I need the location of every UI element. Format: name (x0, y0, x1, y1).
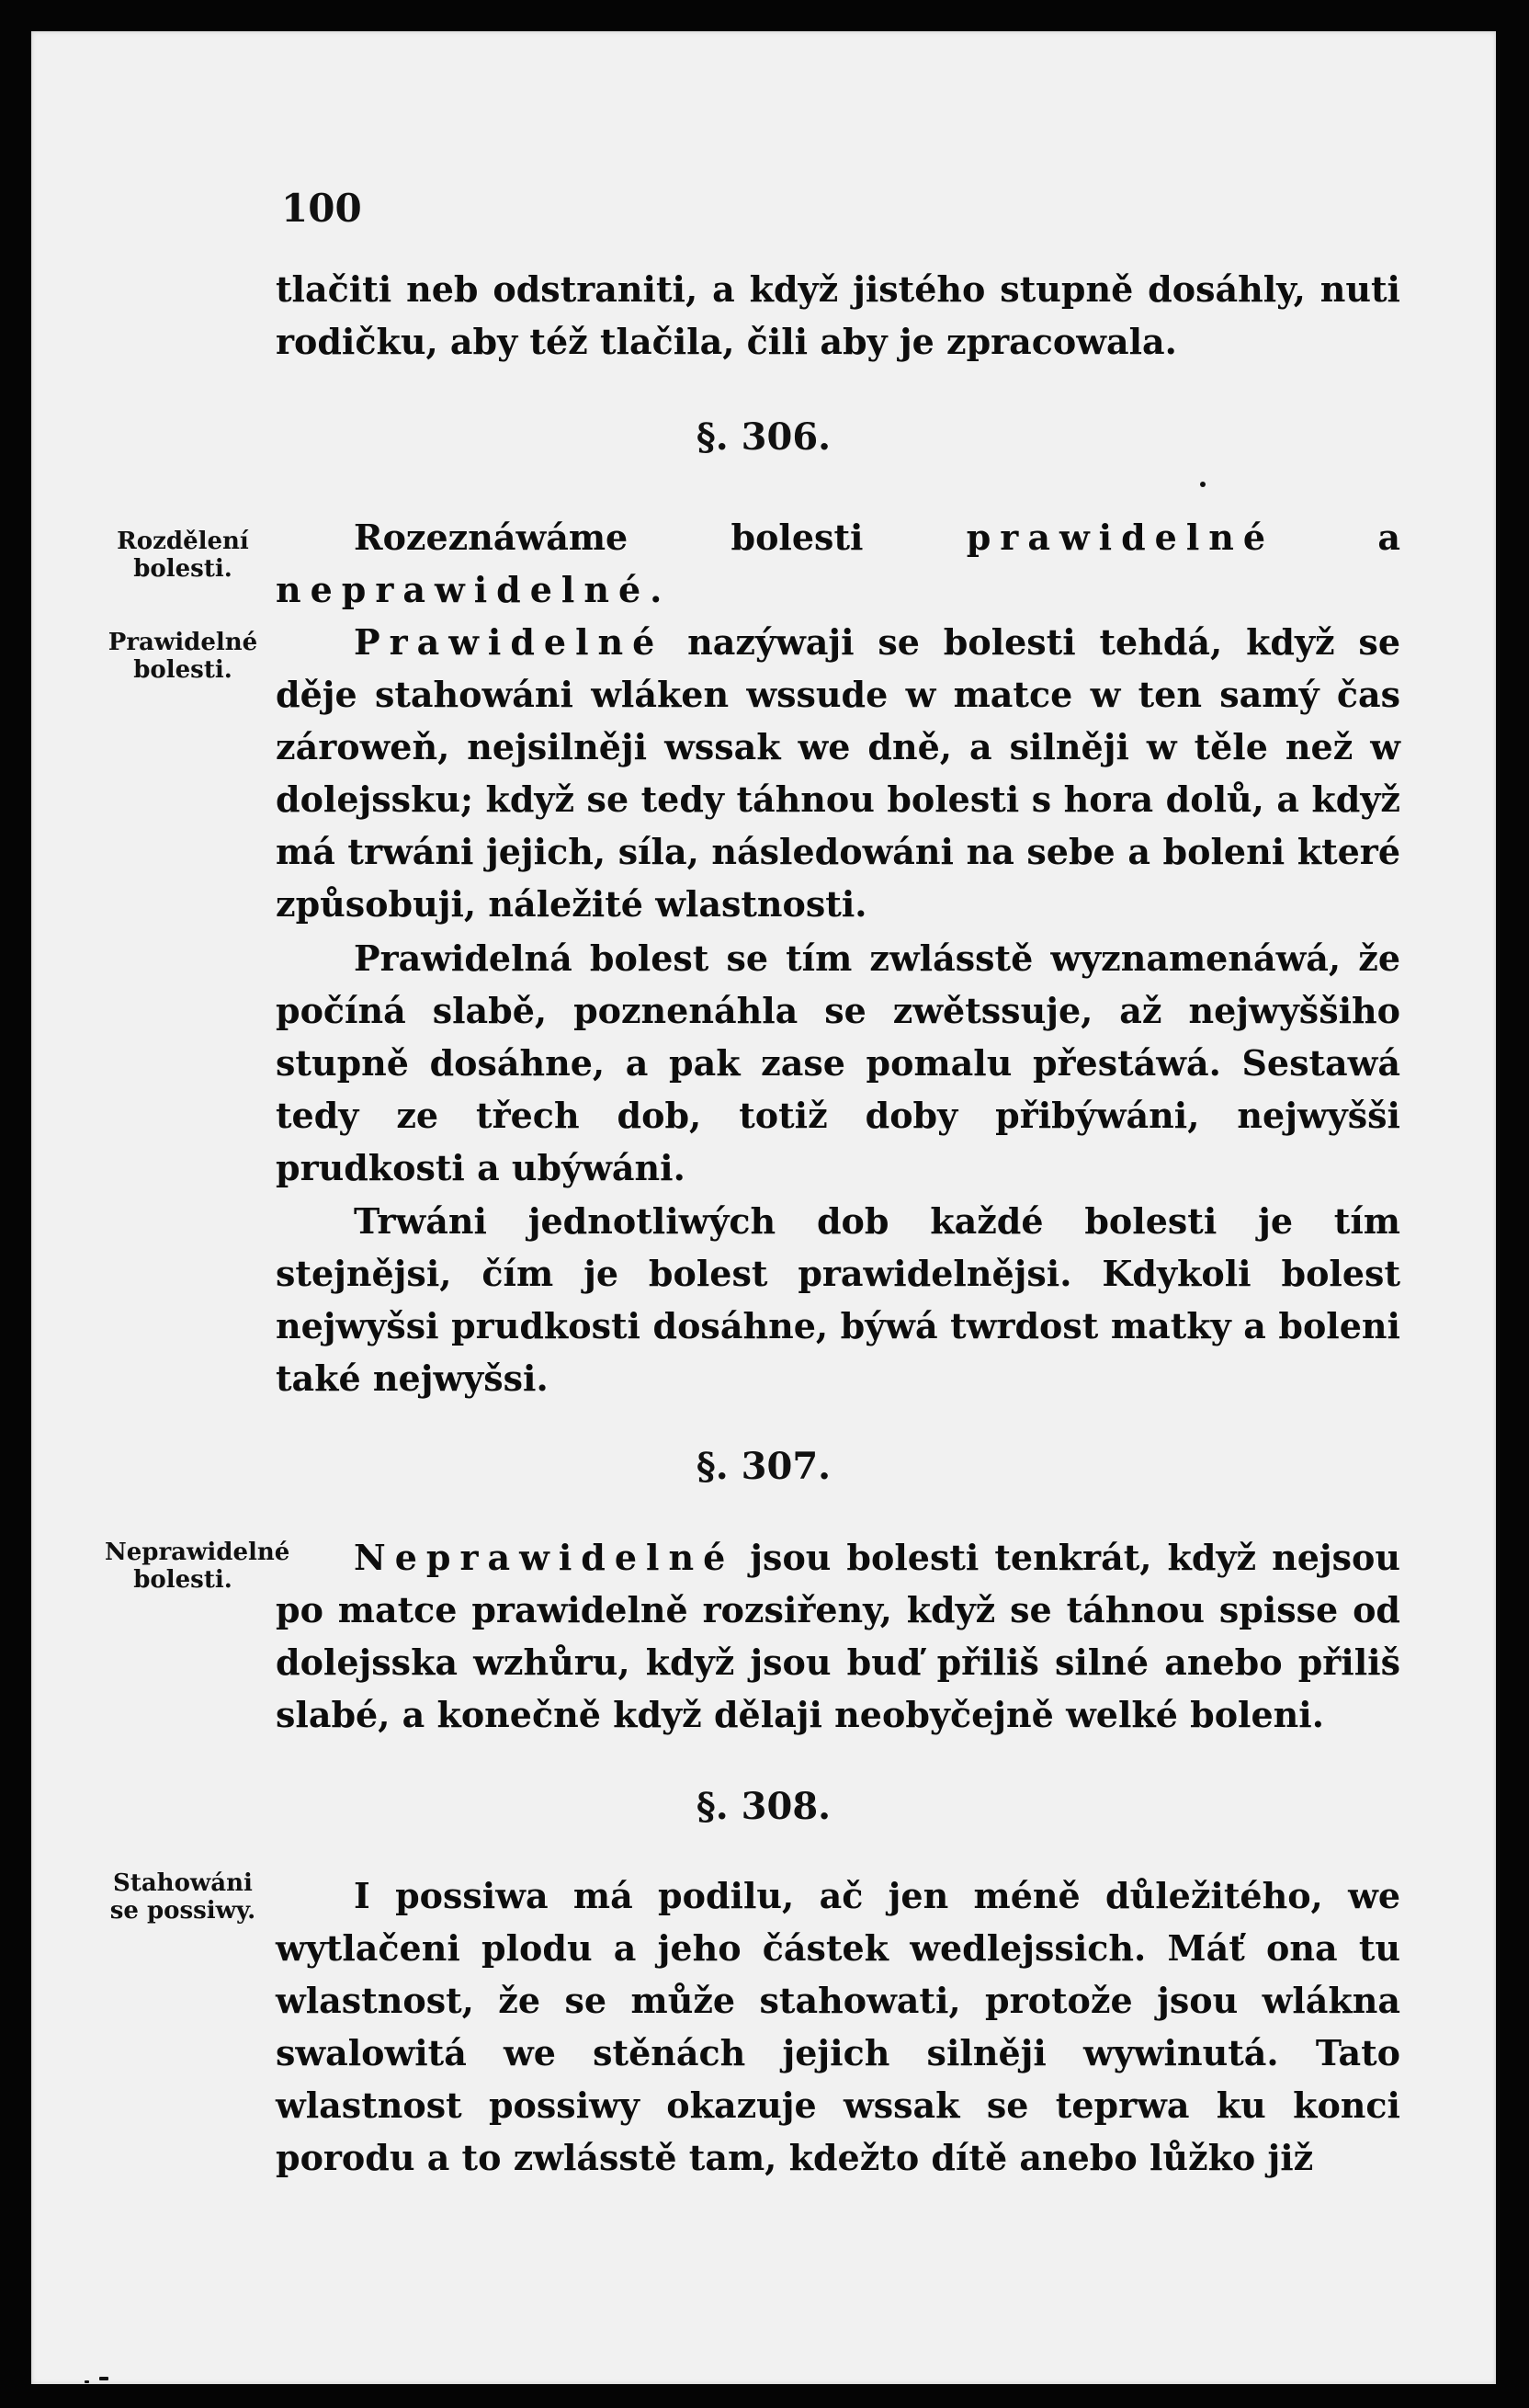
margin-note-stahowani: Stahowáni se possiwy. (109, 1869, 256, 1925)
section-heading-308: §. 308. (696, 1785, 832, 1828)
paragraph-regular-description (276, 932, 1400, 1194)
paragraph-continuation: tlačiti neb odstraniti, a když jistého stupně dosáhly, nuti rodičku, aby též tlačila, čili aby je zpracowala. (276, 268, 1400, 362)
paragraph-irregular-pains (276, 1531, 1400, 1741)
book-page (31, 31, 1496, 2384)
ink-speck (1200, 482, 1206, 487)
section-heading-307: §. 307. (696, 1445, 832, 1488)
margin-note-prawidelne: Prawidelné bolesti. (108, 629, 258, 684)
paragraph-duration-text: Trwáni jednotliwých dob každé bolesti je tím stejnějsi, čím je bolest prawidelnějsi. Kdykoli bolest nejwyšsi prudkosti dosáhne, býwá twrdost matky a boleni také nejwyšsi. (276, 1200, 1400, 1399)
paragraph-distinction-lead: Rozeznáwáme bolesti (354, 517, 864, 558)
paragraph-distinction-conj: a (1377, 517, 1401, 558)
paragraph-distinction (276, 511, 1400, 616)
ink-mark (99, 2377, 108, 2380)
page-number: 100 (281, 186, 362, 231)
paragraph-regular-description-text: Prawidelná bolest se tím zwlásstě wyznamenáwá, že počíná slabě, poznenáhla se zwětssuje, až nejwyššiho stupně dosáhne, a pak zase pomalu přestáwá. Sestawá tedy ze třech dob, totiž doby přibýwáni, nejwyšši prudkosti a ubýwáni. (276, 937, 1400, 1188)
paragraph-vagina-text: I possiwa má podilu, ač jen méně důležitého, we wytlačeni plodu a jeho částek wedlejssich. Máť ona tu wlastnost, že se může stahowati, protože jsou wlákna swalowitá we stěnách jejich silněji wywinutá. Tato wlastnost possiwy okazuje wssak se teprwa ku konci porodu a to zwlásstě tam, kdežto dítě anebo lůžko již (276, 1875, 1400, 2178)
ink-mark (85, 2380, 89, 2383)
section-heading-306: §. 306. (696, 415, 832, 459)
paragraph-vagina (276, 1869, 1400, 2184)
margin-note-neprawidelne: Neprawidelné bolesti. (105, 1539, 290, 1594)
paragraph-regular-pains-text: nazýwaji se bolesti tehdá, když se děje stahowáni wláken wssude w matce w ten samý čas zároweň, nejsilněji wssak we dně, a silněji w těle než w dolejssku; když se tedy táhnou bolesti s hora dolů, a když má trwáni jejich, síla, následowáni na sebe a boleni které způsobuji, náležité wlastnosti. (276, 621, 1401, 925)
term-prawidelne-lead: Prawidelné (354, 621, 664, 663)
paragraph-irregular-pains-text: jsou bolesti tenkrát, když nejsou po matce prawidelně rozsiřeny, když se táhnou spisse od dolejsska wzhůru, když jsou buď přiliš silné anebo přiliš slabé, a konečně když dělaji neobyčejně welké boleni. (276, 1537, 1400, 1735)
margin-note-rozdeleni: Rozdělení bolesti. (117, 528, 249, 583)
term-neprawidelne-lead: Neprawidelné (354, 1537, 735, 1578)
term-prawidelne: prawidelné (966, 517, 1275, 558)
term-neprawidelne: neprawidelné. (276, 569, 672, 610)
paragraph-regular-pains (276, 616, 1400, 930)
paragraph-duration (276, 1195, 1400, 1404)
